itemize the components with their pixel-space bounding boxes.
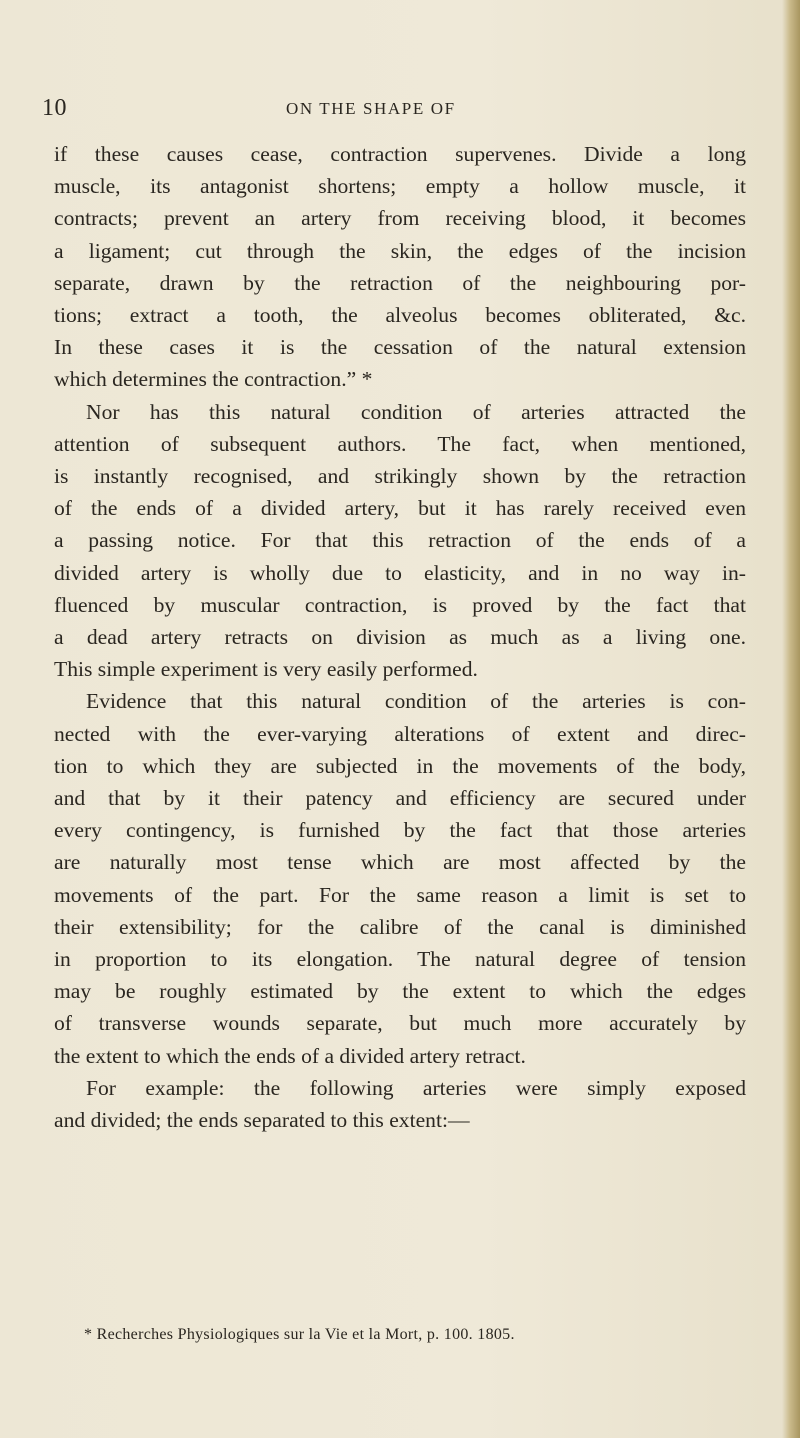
text-line: This simple experiment is very easily performed.: [54, 657, 478, 682]
text-line: For example: the following arteries were simply exposed: [86, 1075, 746, 1100]
text-line: contracts; prevent an artery from receiving blood, it becomes: [54, 206, 746, 231]
text-line: if these causes cease, contraction supervenes. Divide a long: [54, 142, 746, 166]
text-line: muscle, its antagonist shortens; empty a hollow muscle, it: [54, 174, 746, 199]
text-line: of transverse wounds separate, but much more accurately by: [54, 1011, 746, 1036]
text-line: Nor has this natural condition of arteries attracted the: [86, 399, 746, 424]
footnote: * Recherches Physiologiques sur la Vie et la Mort, p. 100. 1805.: [84, 1326, 515, 1343]
text-line: Evidence that this natural condition of the arteries is con-: [86, 689, 746, 714]
text-line: nected with the ever-varying alterations of extent and direc-: [54, 721, 746, 746]
text-line: separate, drawn by the retraction of the neighbouring por-: [54, 270, 746, 295]
page-header: [42, 95, 732, 125]
text-line: of the ends of a divided artery, but it has rarely received even: [54, 496, 746, 521]
text-line: fluenced by muscular contraction, is proved by the fact that: [54, 592, 746, 617]
text-line: in proportion to its elongation. The natural degree of tension: [54, 947, 746, 972]
text-line: movements of the part. For the same reason a limit is set to: [54, 882, 746, 907]
text-line: may be roughly estimated by the extent to which the edges: [54, 979, 746, 1004]
page-number: 10: [42, 95, 67, 121]
text-line: and that by it their patency and efficiency are secured under: [54, 786, 746, 811]
text-line: attention of subsequent authors. The fact, when mentioned,: [54, 431, 746, 456]
text-line: is instantly recognised, and strikingly shown by the retraction: [54, 464, 746, 489]
text-line: In these cases it is the cessation of the natural extension: [54, 335, 746, 360]
text-line: are naturally most tense which are most affected by the: [54, 850, 746, 875]
page-edge-shadow: [782, 0, 800, 1438]
text-line: a dead artery retracts on division as much as a living one.: [54, 625, 746, 650]
text-line: a ligament; cut through the skin, the edges of the incision: [54, 238, 746, 263]
text-line: their extensibility; for the calibre of the canal is diminished: [54, 914, 746, 939]
text-line: tions; extract a tooth, the alveolus becomes obliterated, &c.: [54, 303, 746, 328]
text-line: tion to which they are subjected in the movements of the body,: [54, 753, 746, 778]
text-line: the extent to which the ends of a divided artery retract.: [54, 1043, 526, 1068]
text-line: a passing notice. For that this retraction of the ends of a: [54, 528, 746, 553]
text-line: which determines the contraction.” *: [54, 367, 373, 392]
body-text: [54, 138, 746, 1136]
text-line: every contingency, is furnished by the fact that those arteries: [54, 818, 746, 843]
text-line: and divided; the ends separated to this extent:—: [54, 1108, 470, 1133]
text-line: divided artery is wholly due to elasticity, and in no way in-: [54, 560, 746, 585]
running-head: ON THE SHAPE OF: [286, 99, 456, 118]
